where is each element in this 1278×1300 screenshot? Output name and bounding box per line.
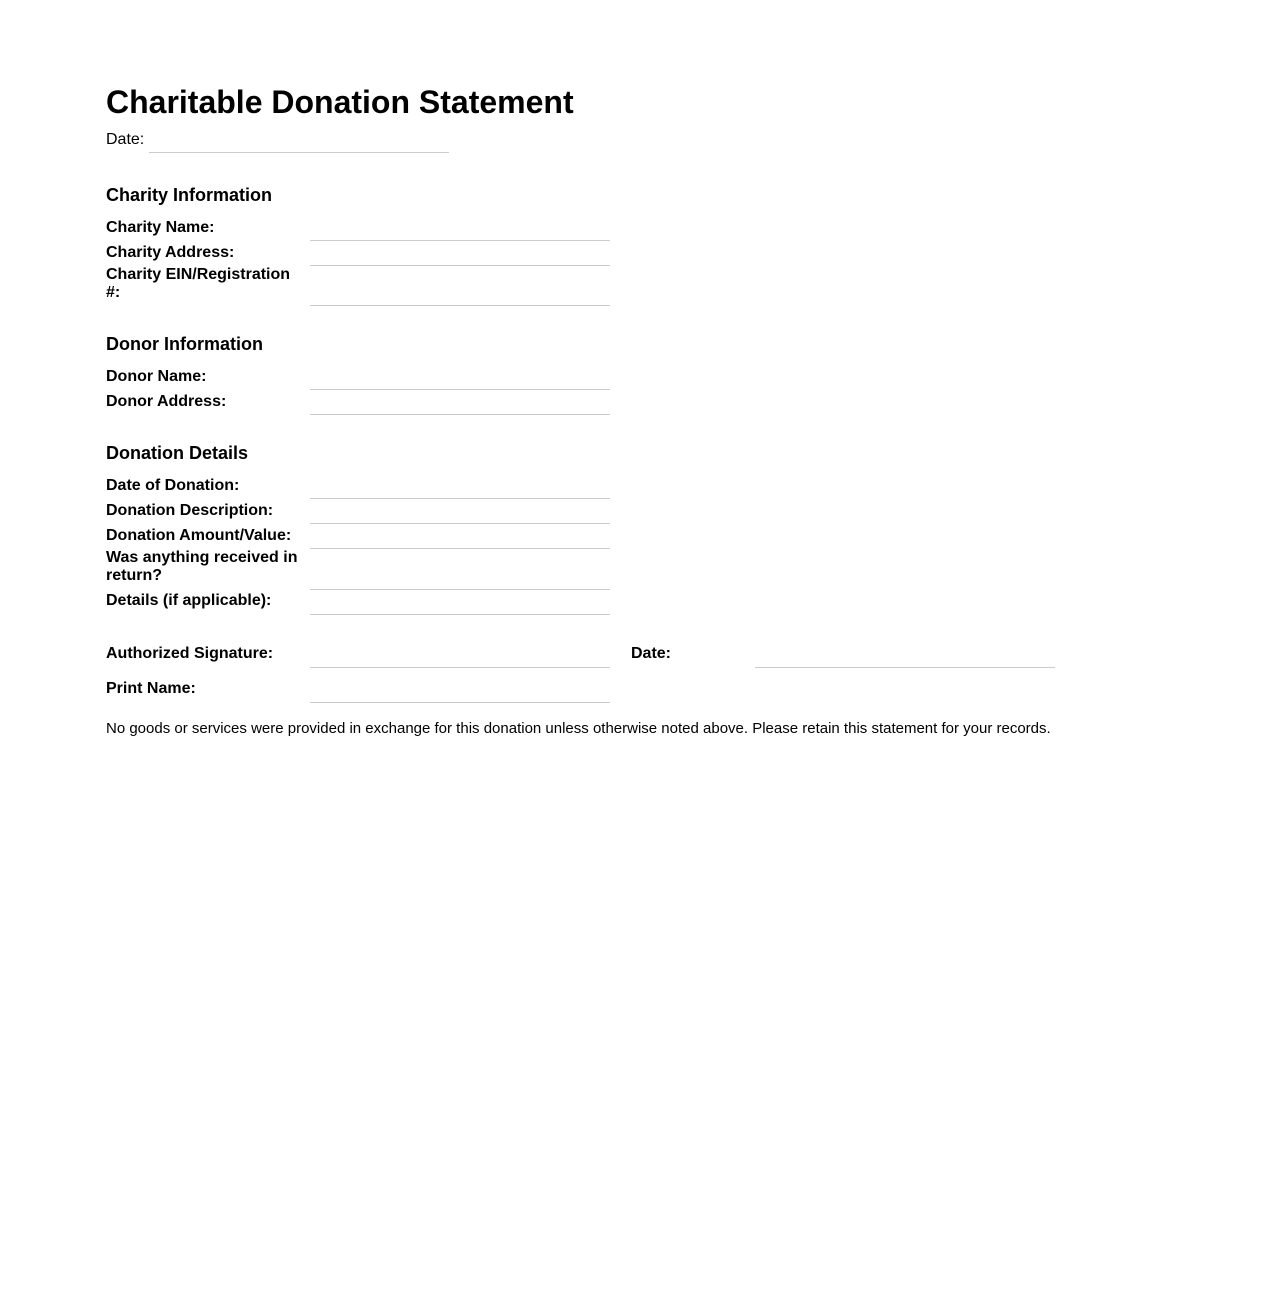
section-title-donation: Donation Details: [106, 443, 249, 463]
details-field[interactable]: [310, 614, 610, 615]
authorized-signature-field[interactable]: [310, 667, 610, 668]
donation-date-label: Date of Donation:: [106, 477, 240, 494]
donor-name-label: Donor Name:: [106, 368, 207, 385]
details-label: Details (if applicable):: [106, 592, 272, 609]
print-name-field[interactable]: [310, 702, 610, 703]
received-in-return-field[interactable]: [310, 589, 610, 590]
donor-address-field[interactable]: [310, 414, 610, 415]
donor-address-label: Donor Address:: [106, 393, 227, 410]
section-title-donor: Donor Information: [106, 334, 263, 354]
document-title: Charitable Donation Statement: [106, 84, 574, 120]
charity-name-label: Charity Name:: [106, 219, 215, 236]
donation-amount-field[interactable]: [310, 548, 610, 549]
signature-date-label: Date:: [631, 645, 672, 662]
statement-date-label: Date:: [106, 131, 145, 148]
charity-address-label: Charity Address:: [106, 244, 235, 261]
footer-note: No goods or services were provided in exchange for this donation unless otherwise noted above. Please retain this statement for your records.: [106, 720, 1051, 737]
donation-description-label: Donation Description:: [106, 502, 274, 519]
donation-amount-label: Donation Amount/Value:: [106, 527, 292, 544]
charity-ein-field[interactable]: [310, 305, 610, 306]
donor-name-field[interactable]: [310, 389, 610, 390]
authorized-signature-label: Authorized Signature:: [106, 645, 274, 662]
charity-name-field[interactable]: [310, 240, 610, 241]
received-in-return-label: Was anything received in return?: [106, 549, 298, 584]
donation-date-field[interactable]: [310, 498, 610, 499]
donation-description-field[interactable]: [310, 523, 610, 524]
charity-ein-label: Charity EIN/Registration #:: [106, 266, 291, 301]
signature-date-field[interactable]: [755, 667, 1055, 668]
section-title-charity: Charity Information: [106, 185, 273, 205]
charity-address-field[interactable]: [310, 265, 610, 266]
statement-date-field[interactable]: [149, 152, 449, 153]
print-name-label: Print Name:: [106, 680, 196, 697]
